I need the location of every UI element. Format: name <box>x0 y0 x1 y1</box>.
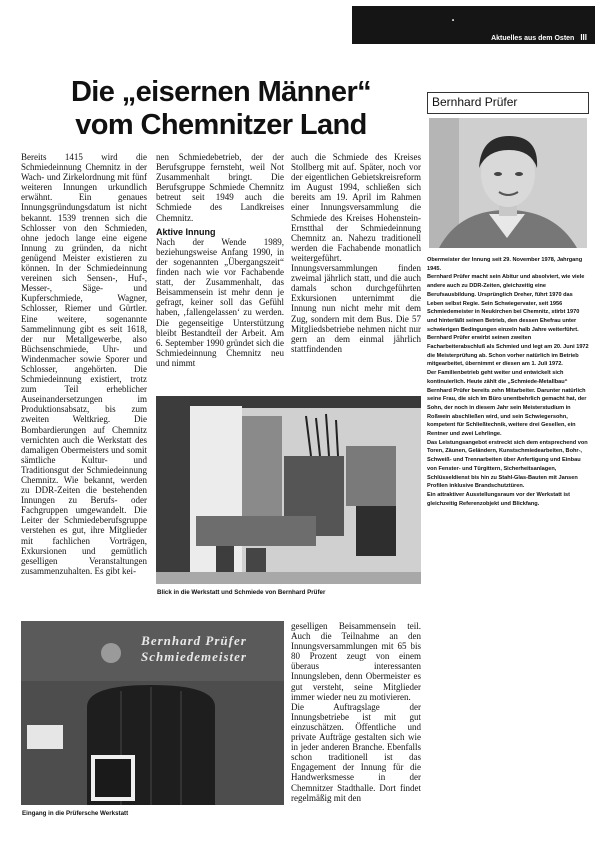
column-2-paragraph-2: Nach der Wende 1989, beziehungsweise Anfang 1990, in der sogenannten „Übergangszeit“ finden nach wie vor Fachabende statt, der Zusammenhalt, das Beisammensein ist mehr denn je gefragt, keiner soll das Gefühl haben, ‚fallengelassen‘ zu werden. Die gegenseitige Unterstützung bleibt Bestandteil der Arbeit. Am 6. September 1990 gründet sich die Schmiedeinnung Chemnitz neu und nimmt <box>156 236 284 368</box>
biography-text <box>427 256 589 816</box>
section-label <box>491 33 587 42</box>
workshop-image <box>156 396 421 584</box>
article-column-2 <box>156 152 284 390</box>
entrance-photo-caption: Eingang in die Prüfersche Werkstatt <box>22 810 129 817</box>
section-name: Aktuelles aus dem Osten <box>491 35 575 42</box>
workshop-photo <box>156 396 421 584</box>
column-4-paragraph-2: Die Auftragslage der Innungsbetriebe ist mit gut einzuschätzen. Öffentliche und private Aufträge gestalten sich wie in jeder anderen Branche. Ebenfalls schon traditionell ist das Engagement der Innung für die Handwerksmesse in der Chemnitzer Stadthalle. Dort findet regelmäßig mit den <box>291 701 421 803</box>
workshop-photo-caption: Blick in die Werkstatt und Schmiede von Bernhard Prüfer <box>157 589 326 596</box>
portrait-image <box>429 118 587 248</box>
sign-line-2: Schmiedemeister <box>141 649 247 664</box>
page-marker: III <box>580 33 587 42</box>
entrance-sign <box>119 633 269 665</box>
bio-paragraph-4: Das Leistungsangebot erstreckt sich dem entsprechend von Toren, Zäunen, Geländern, Kunstschmiedearbeiten, Bohr-, Schweiß- und Trennarbeiten über Anfertigung und Einbau von Fenster- und Türgittern, Sicherheitsanlagen, Schlüsseldienst bis hin zu Stahl-Glas-Bauten mit Jansen Profilen inklusive Brandschutztüren. <box>427 439 588 490</box>
column-1-text: Bereits 1415 wird die Schmiedeinnung Chemnitz in der Wach- und Zirkelordnung mit fünf weiteren Innungen urkundlich erwähnt. Ein genaues Innungsgründungsdatum ist nicht bekannt. 1539 trennen sich die Schlosser von den Schmieden, ohne jedoch lange eine eigene Innung zu gründen, da nicht genügend Meister existieren zu können. In der Schmiedeinnung vereinen sich Sensen-, Huf-, Messer-, Säge- und Kupferschmiede, Wagner, Schlosser, Riemer und Gürtler. Eine weitere, sogenannte Sammelinnung gibt es seit 1618, der nur Metallgewerbe, also Büchsenschmiede, Uhr- und Windenmacher sowie Sporer und Schlosser, angehörten. Die Schmiedeinnung existiert, trotz zum Teil erheblicher Auseinandersetzungen im Produktionsabsatz, bis zum zweiten Weltkrieg. Die Bombardierungen auf Chemnitz vernichten auch die Werkstatt des damaligen Obermeisters und somit sämtliche Kultur- und Traditionsgut der Schmiedeinnung Chemnitz. Wie bekannt, werden zu DDR-Zeiten die bestehenden Innungen zu Berufs- oder Fachgruppen umgewandelt. Die Leiter der Schmiedeberufsgruppe verstehen es gut, ihre Mitglieder mit fachlichen Vorträgen, Exkursionen und gemütlich geselligen Veranstaltungen zusammenzuhalten. Es gibt kei- <box>21 152 147 576</box>
subheading-aktive-innung: Aktive Innung <box>156 226 216 237</box>
article-headline <box>20 76 422 142</box>
column-3-paragraph-1: auch die Schmiede des Kreises Stollberg mit auf. Später, noch vor der eigentlichen Gebietskreisreform im August 1994, schließen sich bereits am 19. April im Rahmen einer Innungsversammlung die Schmiede des Kreises Hohenstein-Ernstthal der Schmiedeinnung Chemnitz an. Nahezu traditionell werden die Fachabende monatlich weitergeführt. <box>291 152 421 263</box>
sign-line-1: Bernhard Prüfer <box>141 633 247 648</box>
bio-paragraph-1: Obermeister der Innung seit 29. November 1978, Jahrgang 1945. <box>427 257 583 272</box>
article-column-4 <box>291 621 421 817</box>
sidebar-title: Bernhard Prüfer <box>427 92 589 114</box>
headline-line-1: Die „eisernen Männer“ <box>70 76 372 108</box>
portrait-photo <box>429 118 587 248</box>
column-4-paragraph-1: geselligen Beisammensein teil. Auch die Teilnahme an den Innungsversammlungen mit 65 bis 80 Prozent zeugt von einem überaus interessanten Innungsleben, denn Obermeister es gut versteht, seine Mitglieder immer wieder neu zu motivieren. <box>291 621 421 702</box>
bio-paragraph-2: Bernhard Prüfer macht sein Abitur und absolviert, wie viele andere auch zu DDR-Zeiten, gleichzeitig eine Berufsausbildung. Ursprünglich Dreher, führt 1970 das Leben selbst Regie. Sein Schwiegervater, seit 1956 Schmiedemeister in Neukirchen bei Chemnitz, stirbt 1970 und hinterläßt seinen Betrieb, den dessen Ehefrau unter schwierigen Bedingungen einzeln halb Jahre weiterführt. Bernhard Prüfer erwirbt seinen zweiten Facharbeiterabschluß als Schmied und legt am 20. Juni 1972 die Meisterprüfung ab. Schon vorher natürlich im Betrieb mitgearbeitet, übernimmt er diesen am 1. Juli 1972. <box>427 274 589 368</box>
headline-line-2: vom Chemnitzer Land <box>75 109 367 141</box>
article-column-3 <box>291 152 421 390</box>
column-3-paragraph-2: Innungsversammlungen finden zweimal jährlich statt, und die auch damals schon durchgeführten Exkursionen unternimmt die Innung nun nicht mehr mit dem Zug, sondern mit dem Bus. Die 57 Mitgliedsbetriebe nehmen nicht nur gern an dem einmal jährlich stattfindenden <box>291 263 421 354</box>
bio-paragraph-3: Der Familienbetrieb geht weiter und entwickelt sich kontinuierlich. Heute zählt die „Schmiede-Metallbau“ Bernhard Prüfer bereits zehn Mitarbeiter. Darunter natürlich seine Frau, die sich im Büro unentbehrlich gemacht hat, der Sohn, der noch in diesem Jahr sein Meisterstudium in Roßwein abschließen wird, und sein Schwiegersohn, kompetent für Schließtechnik, weitere drei Gesellen, ein Rentner und zwei Lehrlinge. <box>427 370 587 438</box>
section-header-bar <box>352 6 595 44</box>
bio-paragraph-5: Ein attraktiver Ausstellungsraum vor der Werkstatt ist gleichzeitig Referenzobjekt und Blickfang. <box>427 491 570 507</box>
entrance-photo <box>21 621 284 805</box>
column-2-paragraph-1: nen Schmiedebetrieb, der der Berufsgruppe fernsteht, weil Not Zusammenhalt bringt. Die Berufsgruppe Schmiede Chemnitz betreut seit 1949 auch die Schmiede des Landkreises Chemnitz. <box>156 152 284 223</box>
article-column-1 <box>21 152 147 606</box>
header-bullet: • <box>452 18 455 24</box>
